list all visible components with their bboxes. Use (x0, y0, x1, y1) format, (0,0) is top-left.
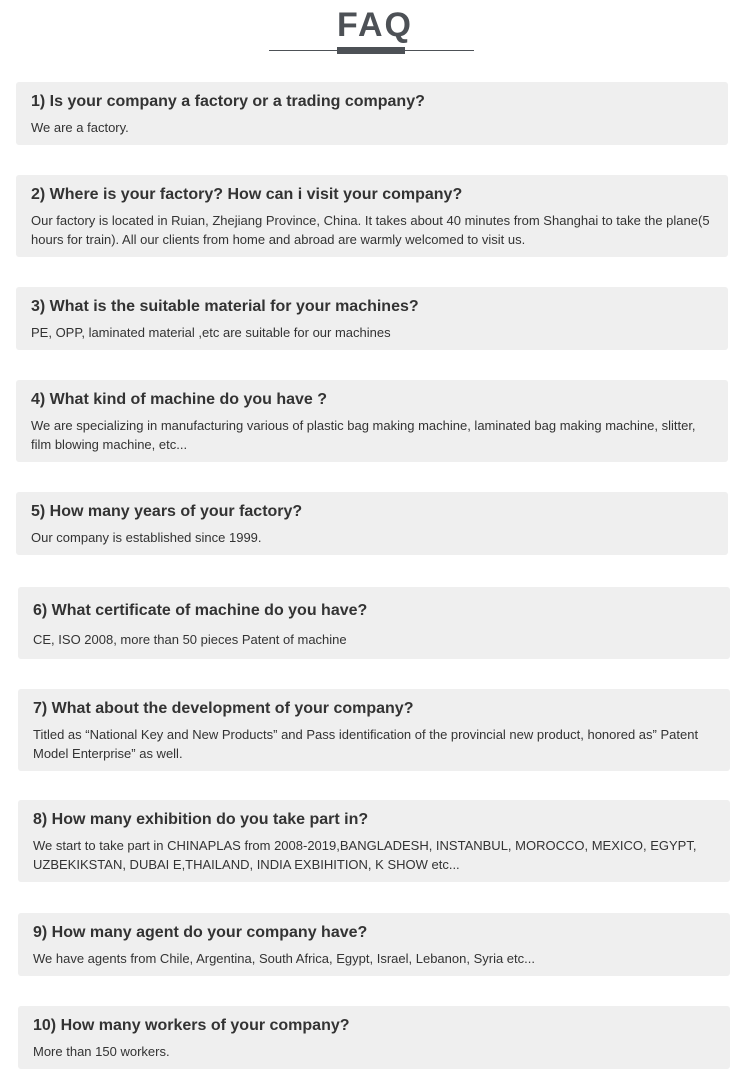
faq-answer: Our company is established since 1999. (31, 530, 262, 545)
faq-question: 3) What is the suitable material for your machines? (31, 298, 419, 315)
faq-item-7 (18, 689, 730, 771)
faq-answer: PE, OPP, laminated material ,etc are suitable for our machines (31, 325, 391, 340)
faq-question: 9) How many agent do your company have? (33, 924, 368, 941)
faq-item-8 (18, 800, 730, 882)
faq-question: 7) What about the development of your company? (33, 700, 414, 717)
faq-item-5 (16, 492, 728, 555)
faq-item-6 (18, 587, 730, 659)
title-underline-accent (337, 47, 405, 54)
faq-answer: We are a factory. (31, 120, 129, 135)
faq-item-3 (16, 287, 728, 350)
faq-answer: Titled as “National Key and New Products” and Pass identification of the provincial new product, honored as” Patent Model Enterprise” as well. (33, 727, 699, 761)
faq-question: 6) What certificate of machine do you have? (33, 602, 368, 619)
faq-item-4 (16, 380, 728, 462)
faq-question: 10) How many workers of your company? (33, 1017, 350, 1034)
faq-question: 4) What kind of machine do you have ? (31, 391, 328, 408)
faq-question: 1) Is your company a factory or a trading company? (31, 93, 425, 110)
faq-answer: More than 150 workers. (33, 1044, 170, 1059)
faq-question: 5) How many years of your factory? (31, 503, 303, 520)
faq-header (0, 0, 750, 60)
faq-item-9 (18, 913, 730, 976)
faq-item-1 (16, 82, 728, 145)
faq-answer: Our factory is located in Ruian, Zhejiang Province, China. It takes about 40 minutes from Shanghai to take the plane(5 hours for train). All our clients from home and abroad are warmly welcomed to visit us. (31, 213, 710, 247)
faq-answer: We are specializing in manufacturing various of plastic bag making machine, laminated bag making machine, slitter, film blowing machine, etc... (31, 418, 696, 452)
faq-question: 2) Where is your factory? How can i visit your company? (31, 186, 463, 203)
faq-item-2 (16, 175, 728, 257)
faq-answer: CE, ISO 2008, more than 50 pieces Patent of machine (33, 632, 347, 647)
faq-answer: We start to take part in CHINAPLAS from 2008-2019,BANGLADESH, INSTANBUL, MOROCCO, MEXICO, EGYPT, UZBEKIKSTAN, DUBAI E,THAILAND, INDIA EXBIHITION, K SHOW etc... (33, 838, 697, 872)
page-title: FAQ (337, 6, 413, 44)
faq-answer: We have agents from Chile, Argentina, South Africa, Egypt, Israel, Lebanon, Syria etc... (33, 951, 535, 966)
faq-question: 8) How many exhibition do you take part in? (33, 811, 369, 828)
faq-item-10 (18, 1006, 730, 1069)
